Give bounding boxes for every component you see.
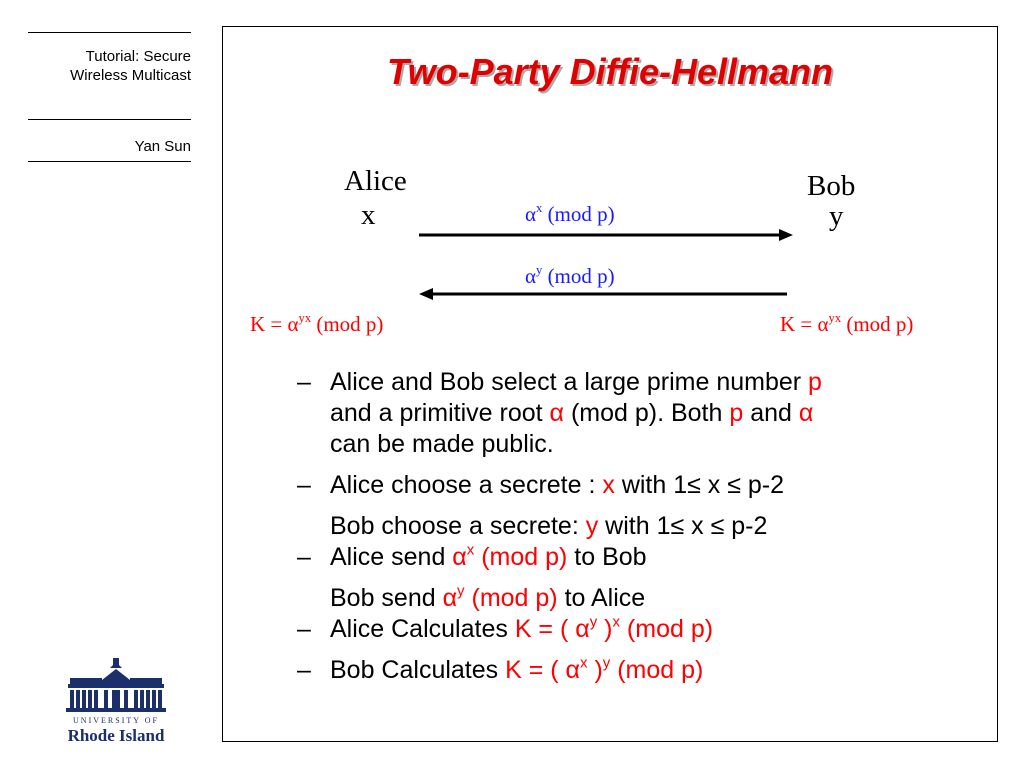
msg1-exponent: x [536, 201, 543, 216]
arrow-left [419, 286, 789, 302]
bob-secret: y [829, 200, 844, 232]
msg2-mod: (mod p) [547, 264, 615, 288]
sidebar-middle-rule [28, 119, 191, 120]
bob-key [780, 312, 913, 337]
bullet-bob-calculates: – Bob Calculates K = ( $\alpha^x$ )$^y$ (mod p) [297, 654, 704, 684]
alice-label: Alice [344, 165, 407, 197]
bullet-alice-calculates: – Alice Calculates K = ( $\alpha^y$ )$^x$ (mod p) [297, 613, 714, 643]
msg1-mod: (mod p) [547, 202, 615, 226]
logo-rhode-island: Rhode Island [67, 726, 165, 745]
bob-key-exponent: yx [828, 311, 842, 326]
arrow-right [419, 227, 795, 243]
bullet-bob-send: Bob send $\alpha^y$ (mod p) to Alice [330, 582, 646, 612]
alice-secret: x [361, 199, 376, 231]
sidebar-top-rule [28, 32, 191, 33]
alice-key-exponent: yx [298, 311, 312, 326]
bob-label: Bob [807, 170, 856, 202]
message-alice-to-bob [525, 202, 615, 227]
alice-key-mod: (mod p) [316, 312, 384, 336]
slide-title: Two-Party Diffie-Hellmann [386, 51, 834, 92]
bob-key-prefix: K = α [780, 312, 829, 336]
sidebar-bottom-rule [28, 161, 191, 162]
alice-key [250, 312, 383, 337]
course-title-line1: Tutorial: Secure [85, 48, 191, 65]
university-logo [66, 656, 166, 748]
bullet-alice-secret: – Alice choose a secrete : x with 1≤ x ≤ p-2 [297, 471, 785, 499]
bullet-select-prime: – Alice and Bob select a large prime number p and a primitive root α (mod p). Both p and α can be made public. [297, 368, 822, 458]
msg2-exponent: y [536, 263, 543, 278]
author-name: Yan Sun [134, 138, 191, 155]
course-title [28, 47, 191, 85]
alice-key-prefix: K = α [250, 312, 299, 336]
msg1-base: α [525, 202, 537, 226]
course-title-line2: Wireless Multicast [70, 67, 191, 84]
bullet-list [297, 367, 977, 686]
logo-university-of: UNIVERSITY OF [73, 716, 159, 725]
building-icon [66, 656, 166, 716]
bullet-alice-send: – Alice send $\alpha^x$ (mod p) to Bob [297, 541, 647, 571]
bob-key-mod: (mod p) [846, 312, 914, 336]
slide-content [222, 26, 998, 742]
bullet-bob-secret: Bob choose a secrete: y with 1≤ x ≤ p-2 [330, 512, 768, 540]
msg2-base: α [525, 264, 537, 288]
